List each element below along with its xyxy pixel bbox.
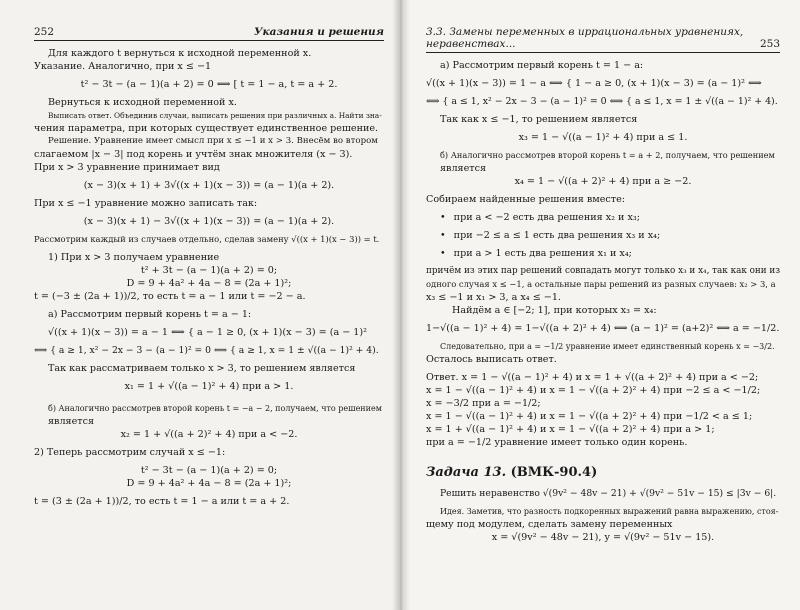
text-line: слагаемом |x − 3| под корень и учтём знак множителя (x − 3). <box>34 149 353 160</box>
text-line: При x ≤ −1 уравнение можно записать так: <box>34 198 258 209</box>
text-line: Найдём a ∈ [−2; 1], при которых x₃ = x₄: <box>452 305 657 316</box>
task-heading <box>426 464 780 482</box>
answer-line: x = 1 + √((a − 1)² + 4) и x = 1 − √((a + 2)² + 4) при a > 1; <box>426 424 715 435</box>
text-line: а) Рассмотрим первый корень t = 1 − a: <box>440 60 644 71</box>
text-line: щему под модулем, сделать замену переменных <box>426 519 673 530</box>
list-item: • при a > 1 есть два решения x₁ и x₄; <box>426 247 780 260</box>
formula-line: (x − 3)(x + 1) + 3√((x + 1)(x − 3)) = (a − 1)(a + 2). <box>83 180 335 191</box>
answer-line: x = −3/2 при a = −1/2; <box>426 398 541 409</box>
text-line: При x > 3 уравнение принимает вид <box>34 162 220 173</box>
text-line: Так как x ≤ −1, то решением является <box>440 114 638 125</box>
answer-line: Ответ. x = 1 − √((a − 1)² + 4) и x = 1 + √((a + 2)² + 4) при a < −2; <box>426 372 759 383</box>
left-page-header <box>34 26 384 41</box>
formula-line: x₂ = 1 + √((a + 2)² + 4) при a < −2. <box>120 429 298 440</box>
book-gutter <box>392 0 410 610</box>
text-line: Следовательно, при a = −1/2 уравнение имеет единственный корень x = −3/2. <box>440 342 775 351</box>
text-line: является <box>48 416 95 427</box>
answer-line: x = 1 − √((a − 1)² + 4) и x = 1 − √((a + 2)² + 4) при −2 ≤ a < −1/2; <box>426 385 761 396</box>
text-line: Собираем найденные решения вместе: <box>426 194 626 205</box>
formula-line: (x − 3)(x + 1) − 3√((x + 1)(x − 3)) = (a − 1)(a + 2). <box>83 216 335 227</box>
formula-line: t² + 3t − (a − 1)(a + 2) = 0; <box>140 265 278 276</box>
text-line: x₃ ≤ −1 и x₁ > 3, а x₄ ≤ −1. <box>426 292 561 303</box>
answer-line: при a = −1/2 уравнение имеет только один корень. <box>426 437 688 448</box>
text-line: 1) При x > 3 получаем уравнение <box>48 252 220 263</box>
formula-line: √((x + 1)(x − 3)) = a − 1 ⟺ { a − 1 ≥ 0, (x + 1)(x − 3) = (a − 1)² <box>48 327 367 338</box>
text-line: Указание. Аналогично, при x ≤ −1 <box>34 61 212 72</box>
formula-line: x₄ = 1 − √((a + 2)² + 4) при a ≥ −2. <box>514 176 692 187</box>
answer-line: x = 1 − √((a − 1)² + 4) и x = 1 − √((a + 2)² + 4) при −1/2 < a ≤ 1; <box>426 411 753 422</box>
left-running-title: Указания и решения <box>254 26 384 38</box>
text-line: б) Аналогично рассмотрев второй корень t = a + 2, получаем, что решением <box>440 150 775 160</box>
left-page-number: 252 <box>34 26 55 38</box>
text-line: Решить неравенство √(9v² − 48v − 21) + √(9v² − 51v − 15) ≤ |3v − 6|. <box>440 488 777 499</box>
text-line: Рассмотрим каждый из случаев отдельно, сделав замену √((x + 1)(x − 3)) = t. <box>34 234 380 244</box>
text-line: причём из этих пар решений совпадать могут только x₃ и x₄, так как они из <box>426 266 781 276</box>
text-line: одного случая x ≤ −1, а остальные пары решений из разных случаев: x₂ > 3, а <box>426 279 776 289</box>
text-line: Так как рассматриваем только x > 3, то решением является <box>48 363 356 374</box>
list-item: • при a < −2 есть два решения x₂ и x₃; <box>426 211 780 224</box>
formula-line: t² − 3t − (a − 1)(a + 2) = 0; <box>140 465 278 476</box>
text-line: Вернуться к исходной переменной x. <box>48 97 237 108</box>
text-line: б) Аналогично рассмотрев второй корень t = −a − 2, получаем, что решением <box>48 404 382 413</box>
task-label: Задача 13. <box>426 465 507 480</box>
right-page-number: 253 <box>759 38 780 50</box>
text-line: Решение. Уравнение имеет смысл при x ≤ −1 и x > 3. Внесём во втором <box>48 136 378 146</box>
formula-line: t = (3 ± (2a + 1))/2, то есть t = 1 − a или t = a + 2. <box>34 496 290 507</box>
formula-line: D = 9 + 4a² + 4a − 8 = (2a + 1)²; <box>126 278 292 289</box>
text-line: Для каждого t вернуться к исходной переменной x. <box>48 48 312 59</box>
formula-line: x₃ = 1 − √((a − 1)² + 4) при a ≤ 1. <box>518 132 688 143</box>
list-item: • при −2 ≤ a ≤ 1 есть два решения x₃ и x₄; <box>426 229 780 242</box>
text-line: Идея. Заметив, что разность подкоренных выражений равна выражению, стоя- <box>440 507 779 516</box>
task-source: (ВМК-90.4) <box>510 465 598 480</box>
formula-line: √((x + 1)(x − 3)) = 1 − a ⟺ { 1 − a ≥ 0, (x + 1)(x − 3) = (a − 1)² ⟺ <box>426 78 762 89</box>
text-line: чения параметра, при которых существует единственное решение. <box>34 123 379 134</box>
formula-line: ⟺ { a ≤ 1, x² − 2x − 3 − (a − 1)² = 0 ⟺ { a ≤ 1, x = 1 ± √((a − 1)² + 4). <box>426 96 778 107</box>
right-running-title: 3.3. Замены переменных в иррациональных уравнениях, неравенствах... <box>426 26 744 50</box>
text-line: Выписать ответ. Объединив случаи, выписать решения при различных a. Найти зна- <box>48 111 382 120</box>
formula-line: 1−√((a − 1)² + 4) = 1−√((a + 2)² + 4) ⟺ (a − 1)² = (a+2)² ⟺ a = −1/2. <box>426 323 780 334</box>
formula-line: x = √(9v² − 48v − 21), y = √(9v² − 51v − 15). <box>491 532 715 543</box>
text-line: а) Рассмотрим первый корень t = a − 1: <box>48 309 252 320</box>
text-line: Осталось выписать ответ. <box>426 354 557 365</box>
formula-line: t² − 3t − (a − 1)(a + 2) = 0 ⟺ [ t = 1 − a, t = a + 2. <box>80 79 338 90</box>
formula-line: t = (−3 ± (2a + 1))/2, то есть t = a − 1 или t = −2 − a. <box>34 291 306 302</box>
right-page <box>400 0 800 610</box>
text-line: является <box>440 163 487 174</box>
right-page-header <box>426 26 780 53</box>
formula-line: x₁ = 1 + √((a − 1)² + 4) при a > 1. <box>124 381 294 392</box>
text-line: 2) Теперь рассмотрим случай x ≤ −1: <box>34 447 226 458</box>
formula-line: ⟺ { a ≥ 1, x² − 2x − 3 − (a − 1)² = 0 ⟺ { a ≥ 1, x = 1 ± √((a − 1)² + 4). <box>34 345 379 356</box>
formula-line: D = 9 + 4a² + 4a − 8 = (2a + 1)²; <box>126 478 292 489</box>
